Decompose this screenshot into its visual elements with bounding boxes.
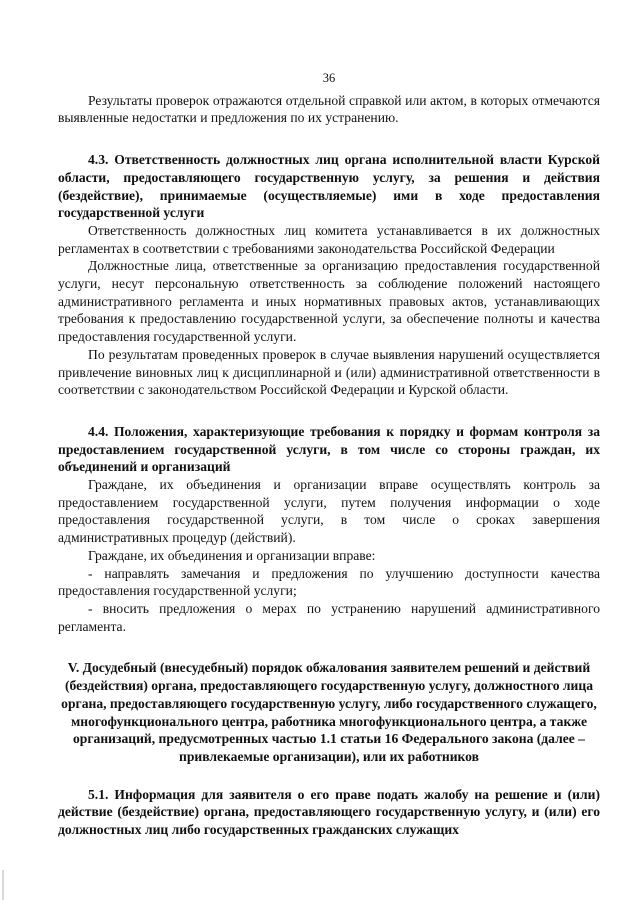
list-item: - вносить предложения о мерах по устранению нарушений административного регламента. xyxy=(58,600,600,634)
spacer xyxy=(58,399,600,423)
section-4-3-heading: 4.3. Ответственность должностных лиц органа исполнительной власти Курской области, предоставляющего государственную услугу, за решения и действия (бездействие), принимаемые (осуществляемые) ими в ходе предоставления государственной услуги xyxy=(58,152,600,221)
spacer xyxy=(58,766,600,786)
section-v-title: V. Досудебный (внесудебный) порядок обжалования заявителем решений и действий (бездействия) органа, предоставляющего государственную услугу, должностного лица органа, предоставляющего государственную услугу, либо государственного служащего, многофункционального центра, работника многофункционального центра, а также организаций, предусмотренных частью 1.1 статьи 16 Федерального закона (далее – привлекаемые организации), или их работников xyxy=(61,660,597,764)
section-4-3-paragraph-1: Ответственность должностных лиц комитета устанавливается в их должностных регламентах в соответствии с требованиями законодательства Российской Федерации xyxy=(58,222,600,256)
section-5-1 xyxy=(58,786,600,839)
section-4-3-paragraph-3: По результатам проведенных проверок в случае выявления нарушений осуществляется привлечение виновных лиц к дисциплинарной и (или) административной ответственности в соответствии с законодательством Российской Федерации и Курской области. xyxy=(58,346,600,398)
scan-edge-mark xyxy=(2,870,4,900)
document-page xyxy=(58,70,600,839)
section-4-4-heading: 4.4. Положения, характеризующие требования к порядку и формам контроля за предоставлением государственной услуги, в том числе со стороны граждан, их объединений и организаций xyxy=(58,423,600,475)
list-item: - направлять замечания и предложения по улучшению доступности качества предоставления государственной услуги; xyxy=(58,565,600,599)
section-4-4 xyxy=(58,423,600,635)
section-v xyxy=(58,659,600,765)
section-4-3 xyxy=(58,151,600,399)
section-5-1-heading: 5.1. Информация для заявителя о его праве подать жалобу на решение и (или) действие (бездействие) органа, предоставляющего государственную услугу, и (или) его должностных лиц либо государственных гражданских служащих xyxy=(58,786,600,838)
section-4-3-paragraph-2: Должностные лица, ответственные за организацию предоставления государственной услуги, несут персональную ответственность за соблюдение положений настоящего административного регламента и иных нормативных правовых актов, устанавливающих требования к предоставлению государственной услуги, за обеспечение полноты и качества предоставления государственной услуги. xyxy=(58,258,600,345)
spacer xyxy=(58,127,600,151)
section-4-4-paragraph-1: Граждане, их объединения и организации вправе осуществлять контроль за предоставлением государственной услуги, путем получения информации о ходе предоставления государственной услуги, в том числе о сроках завершения административных процедур (действий). xyxy=(58,477,600,546)
section-4-4-paragraph-2: Граждане, их объединения и организации вправе: xyxy=(88,547,376,563)
intro-paragraph: Результаты проверок отражаются отдельной справкой или актом, в которых отмечаются выявленные недостатки и предложения по их устранению. xyxy=(58,92,600,126)
spacer xyxy=(58,635,600,659)
page-number: 36 xyxy=(322,71,336,85)
